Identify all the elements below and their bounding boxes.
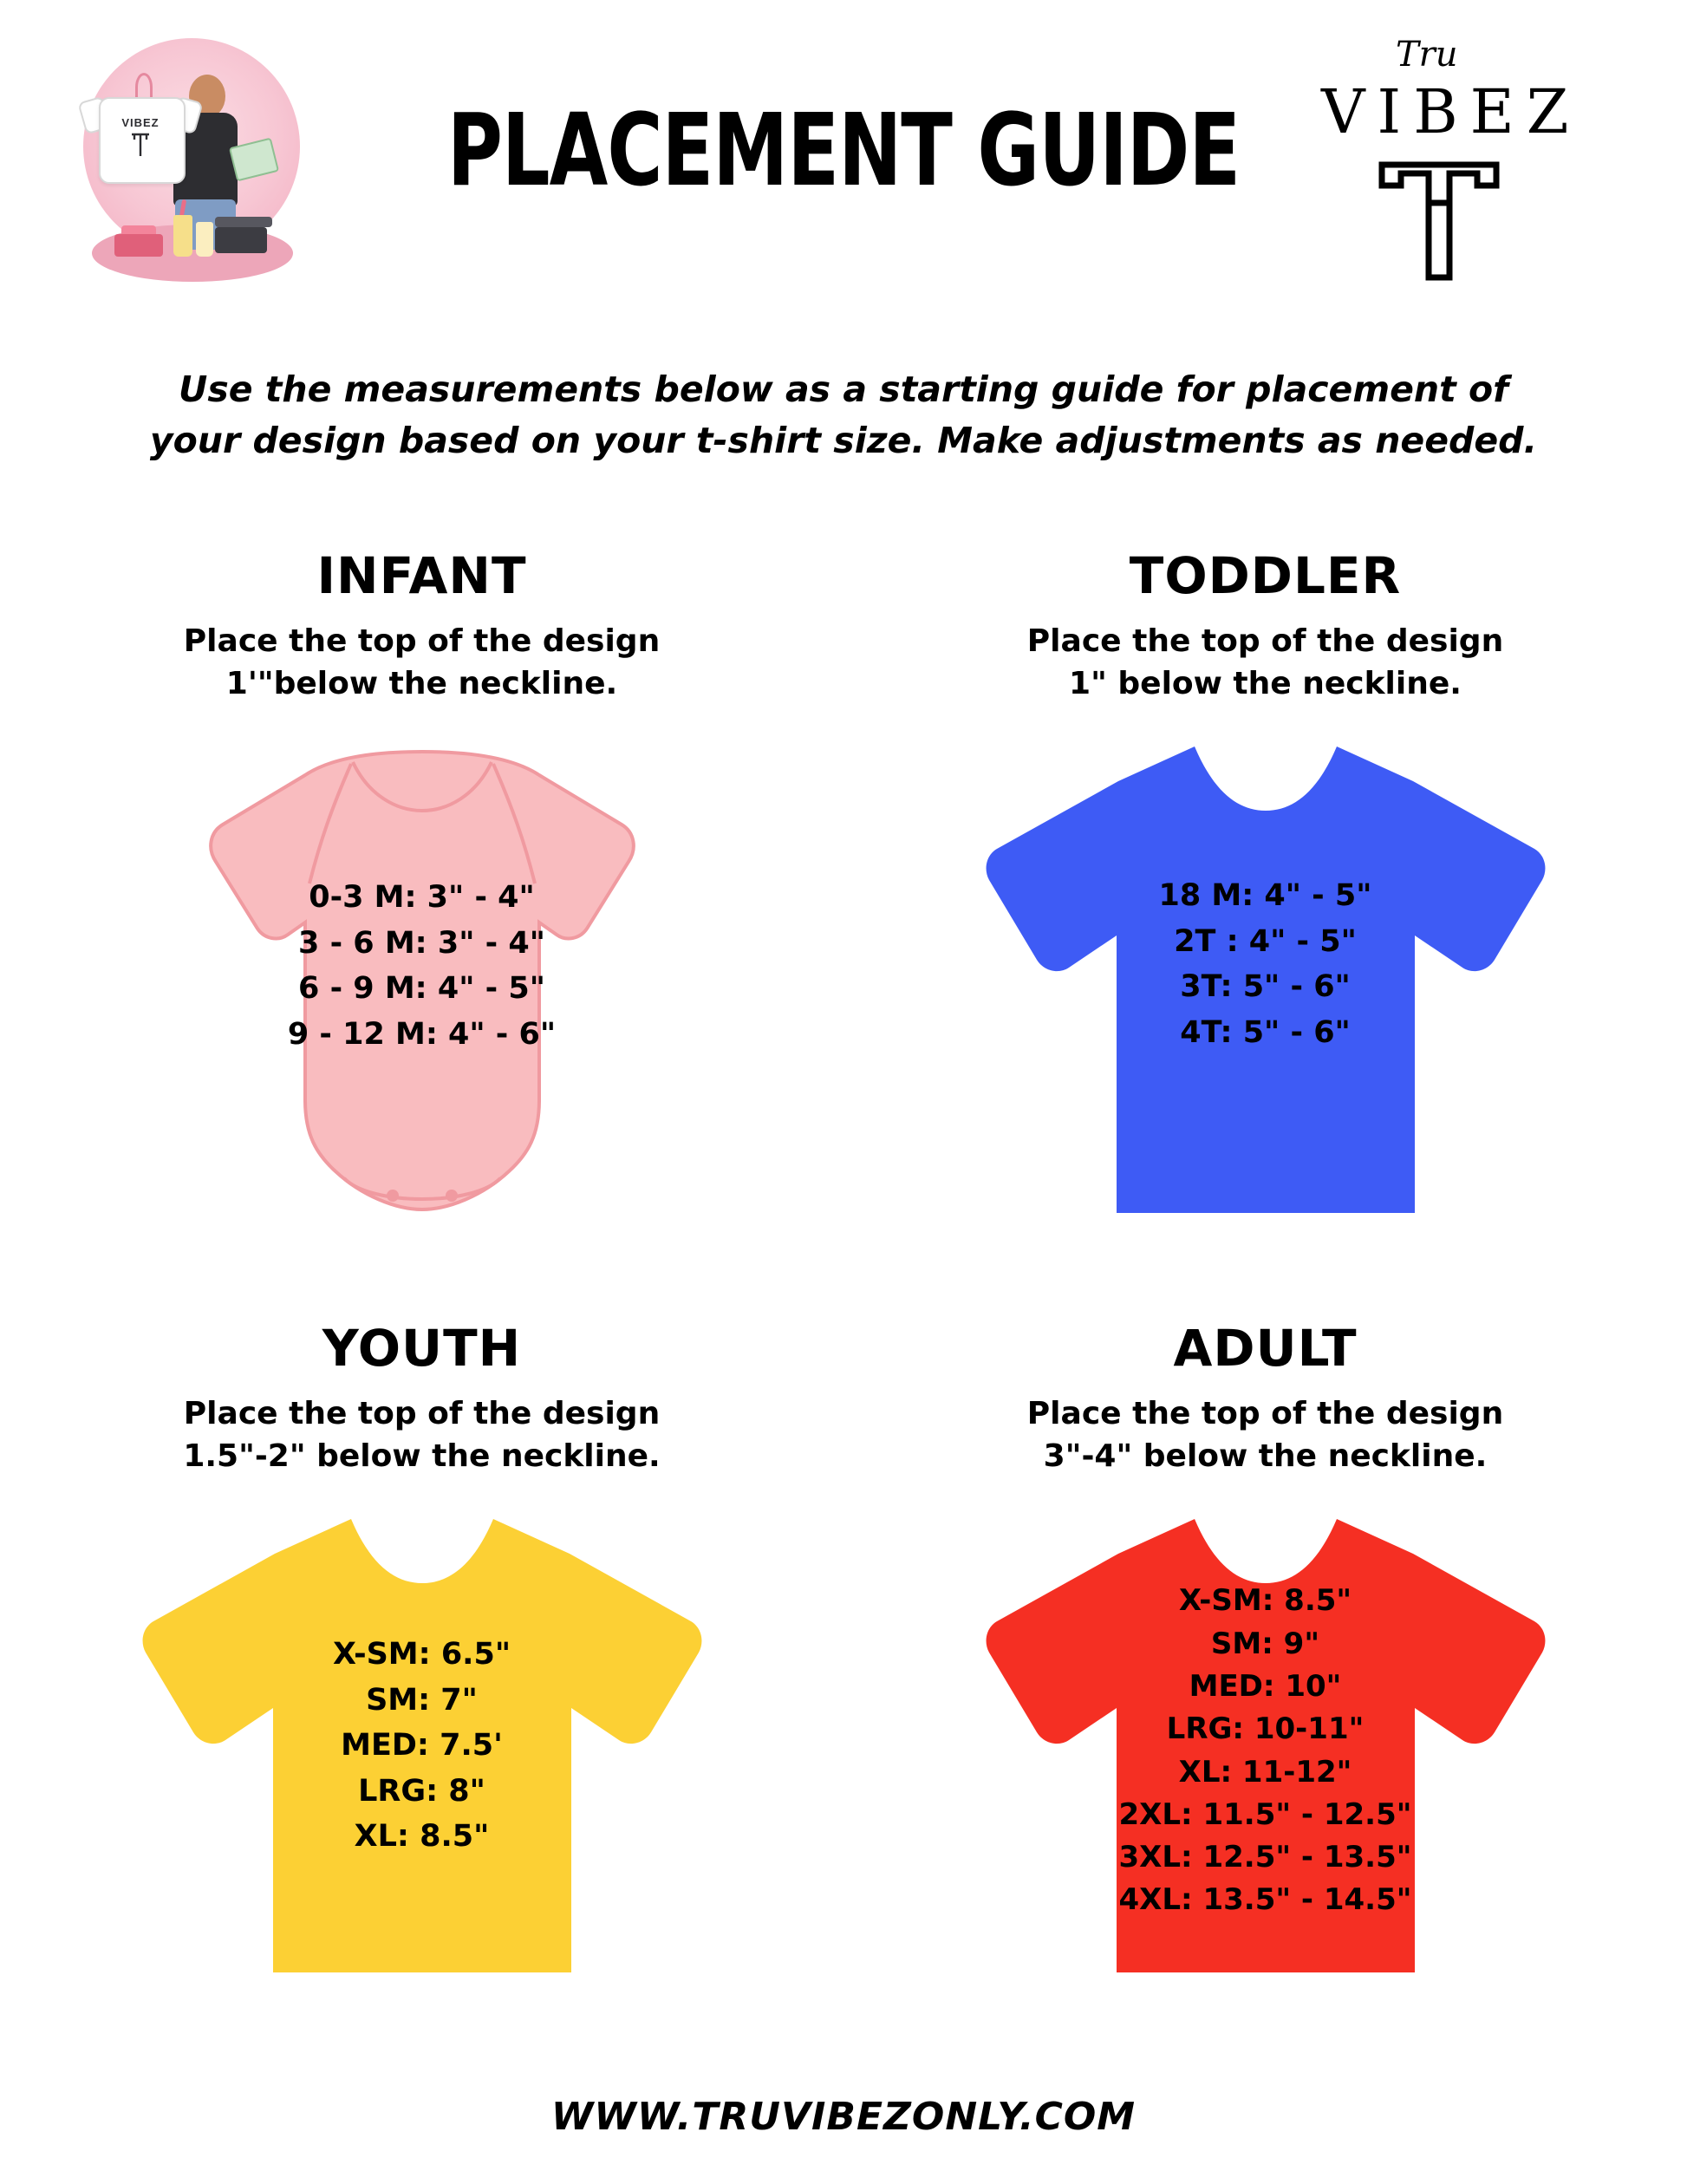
page-header — [0, 0, 1687, 321]
section-infant-instruction — [0, 621, 844, 705]
section-youth-sizes — [333, 1632, 511, 1860]
section-adult-instruction-line-1: Place the top of the design — [1026, 1396, 1504, 1432]
size-line: 18 M: 4" - 5" — [1158, 878, 1372, 914]
illustration-heat-press — [215, 227, 267, 253]
section-toddler-sizes — [1159, 873, 1372, 1055]
size-line: MED: 7.5' — [341, 1728, 503, 1763]
size-line: X-SM: 8.5" — [1178, 1583, 1352, 1619]
size-line: 0-3 M: 3" - 4" — [309, 880, 535, 916]
section-infant-instruction-line-1: Place the top of the design — [183, 623, 661, 659]
section-toddler-title: TODDLER — [1129, 546, 1402, 605]
size-line: LRG: 10-11" — [1166, 1711, 1365, 1747]
illustration-heat-press-top — [215, 217, 272, 227]
size-line: XL: 8.5" — [354, 1819, 490, 1855]
section-adult-garment-area — [844, 1500, 1687, 2055]
size-line: 3 - 6 M: 3" - 4" — [298, 925, 545, 961]
footer-website: WWW.TRUVIBEZONLY.COM — [550, 2095, 1137, 2139]
section-toddler-instruction-line-2: 1" below the neckline. — [1069, 665, 1462, 701]
section-youth-title: YOUTH — [322, 1319, 522, 1379]
intro-line-2: your design based on your t-shirt size. Make adjustments as needed. — [149, 420, 1538, 462]
illustration-shirt-text: VIBEZ — [121, 116, 160, 129]
size-line: X-SM: 6.5" — [332, 1637, 511, 1672]
section-infant — [0, 546, 844, 1282]
intro-line-1: Use the measurements below as a starting guide for placement of — [179, 368, 1508, 410]
section-adult — [844, 1319, 1687, 2055]
brand-logo — [1290, 35, 1585, 295]
illustration-cup-one — [173, 215, 192, 257]
placement-grid — [0, 546, 1687, 2055]
size-line: 6 - 9 M: 4" - 5" — [298, 971, 545, 1007]
section-toddler-instruction-line-1: Place the top of the design — [1026, 623, 1504, 659]
illustration-cup-two — [196, 222, 213, 257]
section-adult-instruction — [844, 1393, 1687, 1477]
section-infant-sizes — [288, 875, 556, 1057]
logo-script-text: Tru — [1396, 35, 1458, 75]
section-infant-title: INFANT — [316, 546, 527, 605]
section-youth-instruction-line-2: 1.5"-2" below the neckline. — [183, 1438, 661, 1474]
illustration-box — [114, 234, 163, 257]
section-adult-title: ADULT — [1173, 1319, 1358, 1379]
logo-wordmark: VIBEZ — [1321, 76, 1581, 147]
section-youth — [0, 1319, 844, 2055]
intro-text — [121, 364, 1566, 467]
section-infant-garment-area — [0, 727, 844, 1282]
size-line: 4T: 5" - 6" — [1180, 1014, 1351, 1050]
section-youth-instruction — [0, 1393, 844, 1477]
size-line: 4XL: 13.5" - 14.5" — [1118, 1882, 1412, 1918]
size-line: 3T: 5" - 6" — [1180, 969, 1351, 1005]
size-line: 2XL: 11.5" - 12.5" — [1118, 1796, 1412, 1832]
tru-vibez-t-monogram-icon — [1370, 147, 1508, 286]
size-line: XL: 11-12" — [1178, 1754, 1352, 1790]
section-toddler — [844, 546, 1687, 1282]
page-title: PLACEMENT GUIDE — [446, 92, 1241, 209]
size-line: MED: 10" — [1189, 1668, 1342, 1704]
size-line: SM: 9" — [1210, 1626, 1320, 1661]
section-adult-instruction-line-2: 3"-4" below the neckline. — [1043, 1438, 1488, 1474]
section-toddler-garment-area — [844, 727, 1687, 1282]
section-youth-garment-area — [0, 1500, 844, 2055]
section-toddler-instruction — [844, 621, 1687, 705]
size-line: 3XL: 12.5" - 13.5" — [1118, 1840, 1412, 1875]
size-line: SM: 7" — [366, 1682, 478, 1718]
grid-row-bottom — [0, 1319, 1687, 2055]
section-infant-instruction-line-2: 1'"below the neckline. — [225, 665, 618, 701]
grid-row-top — [0, 546, 1687, 1282]
section-youth-instruction-line-1: Place the top of the design — [183, 1396, 661, 1432]
size-line: 2T : 4" - 5" — [1174, 923, 1357, 959]
size-line: 9 - 12 M: 4" - 6" — [287, 1016, 557, 1052]
section-adult-sizes — [1119, 1580, 1412, 1921]
size-line: LRG: 8" — [358, 1773, 485, 1809]
